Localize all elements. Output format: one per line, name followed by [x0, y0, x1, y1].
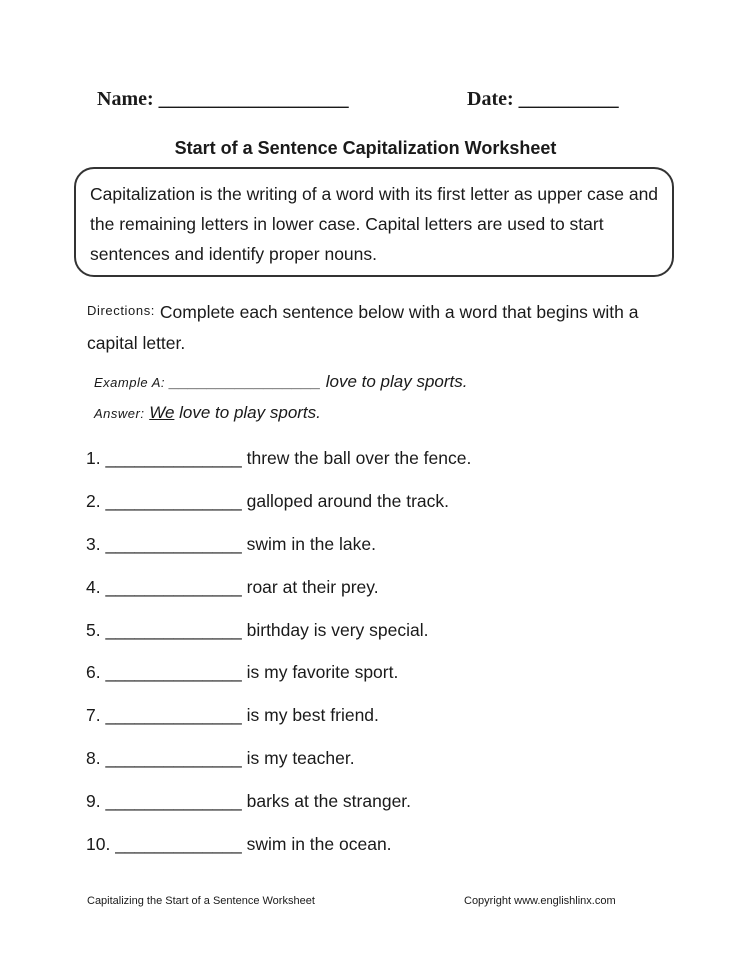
question-text: swim in the lake. [246, 533, 376, 554]
question-number: 3. [86, 533, 101, 554]
question-text: is my teacher. [246, 748, 355, 769]
answer-blank[interactable]: ______________ [105, 662, 242, 683]
question-text: swim in the ocean. [246, 834, 392, 855]
answer-word: We [149, 403, 175, 422]
answer-label: Answer: [94, 406, 145, 421]
question-number: 8. [86, 748, 101, 769]
answer-blank[interactable]: _____________ [115, 834, 242, 855]
worksheet-title: Start of a Sentence Capitalization Worksheet [174, 138, 557, 158]
question-item [86, 533, 471, 576]
question-item [86, 490, 471, 533]
example-answer [94, 403, 321, 423]
question-number: 2. [86, 490, 101, 511]
directions-text: Complete each sentence below with a word that begins with a capital letter. [87, 302, 639, 353]
question-item [86, 447, 471, 490]
question-number: 7. [86, 705, 101, 726]
question-number: 10. [86, 834, 111, 855]
answer-blank[interactable]: ______________ [105, 533, 242, 554]
question-item [86, 661, 471, 704]
example-blank: ________________ [169, 372, 322, 391]
question-item [86, 576, 471, 619]
definition-box [74, 167, 674, 277]
answer-blank[interactable]: ______________ [105, 748, 242, 769]
question-number: 9. [86, 791, 101, 812]
question-text: threw the ball over the fence. [246, 448, 472, 468]
question-number: 1. [86, 448, 101, 468]
example-label: Example A: [94, 375, 165, 390]
question-item [86, 704, 471, 747]
question-number: 6. [86, 662, 101, 683]
answer-blank[interactable]: ______________ [105, 619, 242, 640]
answer-blank[interactable]: ______________ [105, 705, 242, 726]
question-item [86, 790, 471, 833]
directions-label: Directions: [87, 303, 156, 318]
question-item [86, 747, 471, 790]
question-item [86, 619, 471, 662]
answer-text: love to play sports. [179, 403, 321, 422]
question-number: 4. [86, 576, 101, 597]
question-text: birthday is very special. [246, 619, 429, 640]
example-a [94, 372, 468, 392]
footer-title: Capitalizing the Start of a Sentence Worksheet [87, 895, 315, 907]
example-text: love to play sports. [325, 372, 468, 391]
answer-blank[interactable]: ______________ [105, 490, 242, 511]
definition-text: Capitalization is the writing of a word with its first letter as upper case and the remaining letters in lower case. Capital letters are used to start sentences and identify proper nouns. [90, 184, 659, 264]
answer-blank[interactable]: ______________ [105, 791, 242, 812]
question-number: 5. [86, 619, 101, 640]
directions [87, 295, 647, 359]
question-text: is my favorite sport. [246, 662, 399, 683]
question-text: roar at their prey. [246, 576, 379, 597]
question-text: is my best friend. [246, 705, 379, 726]
question-item [86, 833, 471, 876]
question-text: barks at the stranger. [246, 791, 412, 812]
answer-blank[interactable]: ______________ [105, 448, 242, 468]
name-field[interactable]: Name: ___________________ [97, 88, 349, 110]
date-field[interactable]: Date: __________ [467, 88, 619, 110]
footer-copyright: Copyright www.englishlinx.com [464, 895, 616, 907]
answer-blank[interactable]: ______________ [105, 576, 242, 597]
question-list [86, 447, 471, 876]
question-text: galloped around the track. [246, 490, 449, 511]
